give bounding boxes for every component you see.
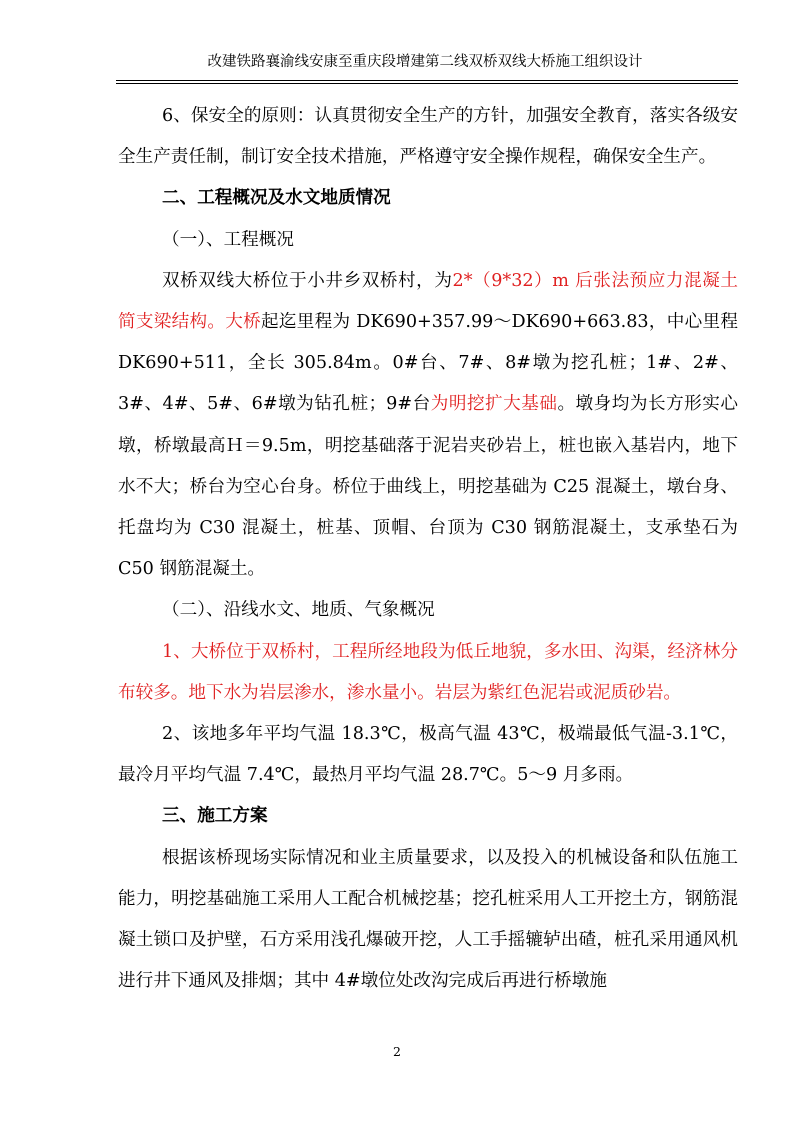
paragraph-safety-principle: 6、保安全的原则：认真贯彻安全生产的方针，加强安全教育，落实各级安全生产责任制，制订安全技术措施，严格遵守安全操作规程，确保安全生产。 xyxy=(118,106,738,168)
header-rule-thin xyxy=(116,83,738,84)
section-heading-construction-plan: 三、施工方案 xyxy=(162,806,268,827)
paragraph-construction-plan: 根据该桥现场实际情况和业主质量要求，以及投入的机械设备和队伍施工能力，明挖基础施工采用人工配合机械挖基；挖孔桩采用人工开挖土方，钢筋混凝土锁口及护壁，石方采用浅孔爆破开挖，人工手摇辘轳出碴，桩孔采用通风机进行井下通风及排烟；其中 4#墩位处改沟完成后再进行桥墩施 xyxy=(118,847,738,992)
document-body xyxy=(118,96,738,1002)
overview-text-c: 。墩身均为长方形实心墩，桥墩最高Ｈ＝9.5m，明挖基础落于泥岩夹砂岩上，桩也嵌入基岩内，地下水不大；桥台为空心台身。桥位于曲线上，明挖基础为 C25 混凝土，墩台身、托盘均为 C30 混凝土，桩基、顶帽、台顶为 C30 钢筋混凝土，支承垫石为 C50 钢筋混凝土。 xyxy=(118,394,738,580)
paragraph-project-overview xyxy=(118,261,738,591)
overview-text-b: 起迄里程为 DK690+357.99～DK690+663.83，中心里程 DK690+511，全长 305.84m。0#台、7#、8#墩为挖孔桩；1#、2#、3#、4#、5#、6#墩为钻孔桩；9#台 xyxy=(118,312,738,415)
overview-highlight-structure: 2*（9*32）m 后张法预应力混凝土简支梁结构。大桥 xyxy=(118,270,738,333)
section-heading-overview: 二、工程概况及水文地质情况 xyxy=(162,188,391,209)
page-number: 2 xyxy=(393,1044,401,1059)
page-header-title: 改建铁路襄渝线安康至重庆段增建第二线双桥双线大桥施工组织设计 xyxy=(207,54,643,70)
overview-text-a: 双桥双线大桥位于小井乡双桥村，为 xyxy=(162,270,453,291)
paragraph-hydro-geology: 1、大桥位于双桥村，工程所经地段为低丘地貌，多水田、沟渠，经济林分布较多。地下水为岩层渗水，渗水量小。岩层为紫红色泥岩或泥质砂岩。 xyxy=(118,641,738,703)
subheading-hydro-geology: （二）、沿线水文、地质、气象概况 xyxy=(162,600,435,621)
subheading-project-overview: （一）、工程概况 xyxy=(162,229,294,250)
header-rule xyxy=(116,80,738,81)
overview-highlight-foundation: 为明挖扩大基础 xyxy=(430,394,558,415)
paragraph-climate: 2、该地多年平均气温 18.3℃，极高气温 43℃，极端最低气温-3.1℃，最冷月平均气温 7.4℃，最热月平均气温 28.7℃。5～9 月多雨。 xyxy=(118,724,738,786)
